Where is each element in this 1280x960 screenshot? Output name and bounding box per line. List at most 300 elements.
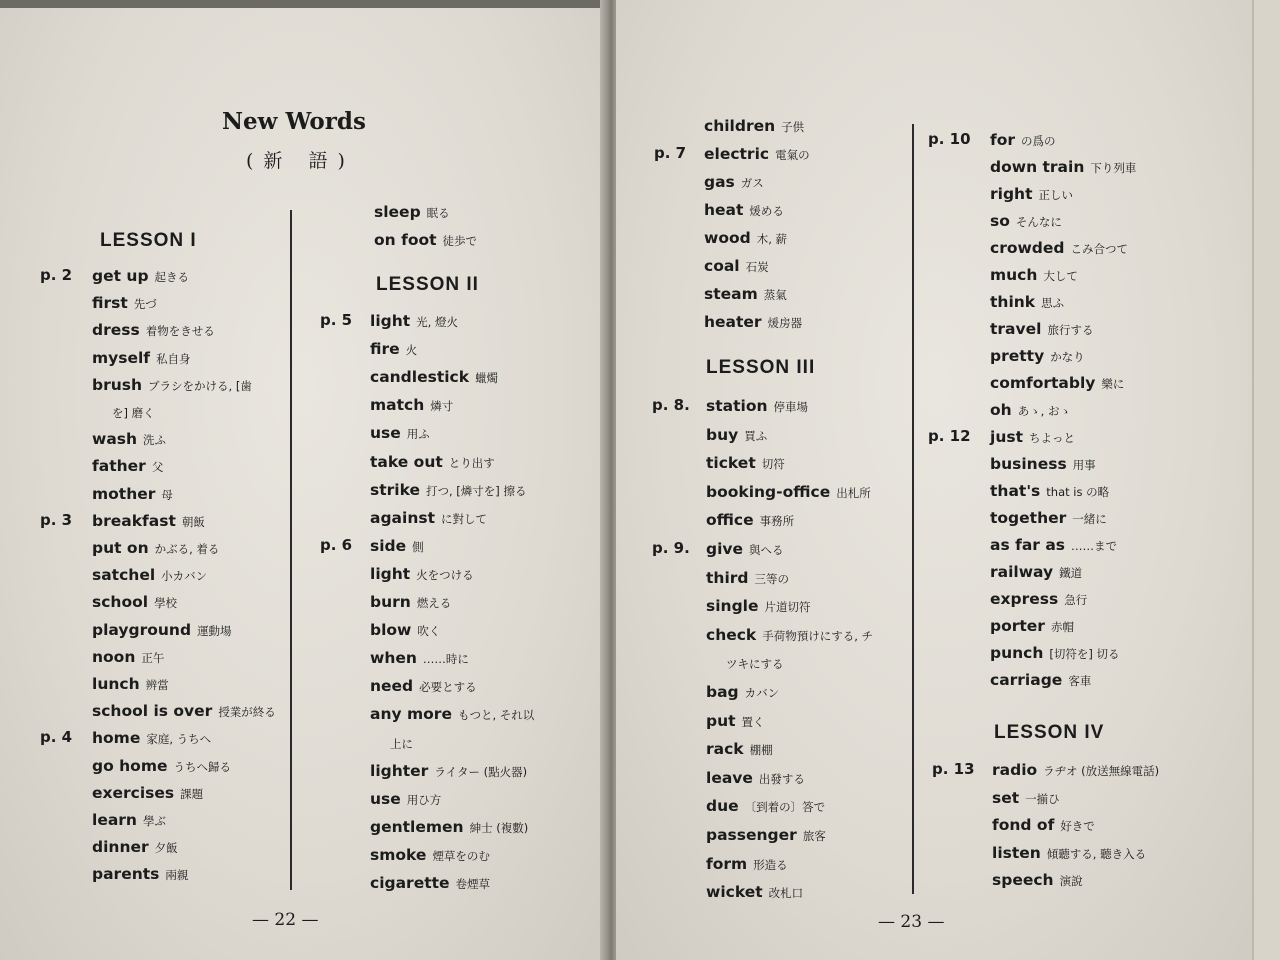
word-entry <box>704 116 804 135</box>
word-entry <box>990 643 1120 662</box>
english-word: office <box>706 511 754 530</box>
english-word: due <box>706 797 739 816</box>
word-entry <box>92 320 215 339</box>
word-entry <box>370 733 413 752</box>
japanese-gloss: 燃える <box>416 596 452 610</box>
japanese-gloss: 蒸氣 <box>763 288 787 302</box>
english-word: satchel <box>92 566 156 585</box>
word-entry <box>990 211 1062 230</box>
word-entry <box>92 728 211 747</box>
word-entry <box>706 882 803 901</box>
word-entry <box>370 592 451 611</box>
japanese-gloss: 旅客 <box>802 829 826 843</box>
word-entry <box>990 346 1085 365</box>
word-entry <box>706 739 773 758</box>
japanese-gloss: 演說 <box>1059 874 1083 888</box>
english-word: check <box>706 625 757 644</box>
japanese-gloss: 切符 <box>761 457 785 472</box>
word-entry <box>92 674 169 693</box>
word-entry <box>92 348 191 367</box>
page-number: — 23 — <box>878 912 945 932</box>
page-ref: p. 3 <box>40 510 73 529</box>
lesson-heading: LESSON III <box>706 357 816 378</box>
japanese-gloss: 赤帽 <box>1050 620 1074 634</box>
japanese-gloss: 煙草をのむ <box>432 848 490 863</box>
english-word: light <box>370 312 411 330</box>
japanese-gloss: うちへ歸る <box>173 759 231 774</box>
english-word: gentlemen <box>370 817 464 836</box>
english-word: down train <box>990 158 1085 176</box>
word-entry <box>92 701 276 720</box>
page-title: New Words <box>222 108 366 135</box>
english-word: home <box>92 729 141 748</box>
word-entry <box>990 508 1107 527</box>
japanese-gloss: 家庭, うちへ <box>146 732 212 747</box>
top-shadow <box>0 0 604 8</box>
english-word: radio <box>992 761 1038 779</box>
japanese-gloss: 父 <box>151 460 164 475</box>
word-entry <box>992 788 1060 807</box>
english-word: sleep <box>374 203 421 221</box>
word-entry <box>990 157 1136 176</box>
japanese-gloss: 學ぶ <box>142 814 166 828</box>
left-page <box>0 0 604 960</box>
word-entry <box>92 456 163 475</box>
japanese-gloss: 思ふ <box>1041 296 1065 310</box>
english-word: candlestick <box>370 368 470 387</box>
japanese-gloss: かぶる, 着る <box>154 542 220 556</box>
column-divider <box>912 124 914 894</box>
japanese-gloss: カバン <box>744 686 780 700</box>
english-word: school is over <box>92 702 213 721</box>
japanese-gloss: ちよっと <box>1028 431 1075 445</box>
japanese-gloss: 大して <box>1043 269 1078 283</box>
word-entry <box>370 620 440 639</box>
page-ref: p. 13 <box>932 760 975 778</box>
word-entry <box>92 756 231 775</box>
english-word: together <box>990 509 1067 527</box>
english-word: business <box>990 455 1067 473</box>
english-word: take out <box>370 452 443 471</box>
japanese-gloss: 小カバン <box>161 569 208 584</box>
japanese-gloss: の爲の <box>1021 134 1056 148</box>
japanese-gloss: 兩親 <box>165 868 189 883</box>
japanese-gloss: 運動場 <box>197 623 232 638</box>
word-entry <box>370 508 487 527</box>
english-word: exercises <box>92 783 175 802</box>
english-word: punch <box>990 644 1044 662</box>
english-word: use <box>370 789 401 808</box>
japanese-gloss: 旅行する <box>1047 323 1094 337</box>
word-entry <box>370 564 474 583</box>
word-entry <box>992 843 1146 862</box>
page-ref: p. 9. <box>652 539 690 557</box>
word-entry <box>706 596 811 615</box>
word-entry <box>92 266 189 285</box>
english-word: railway <box>990 563 1054 581</box>
japanese-gloss: 片道切符 <box>764 600 811 615</box>
english-word: go home <box>92 756 168 775</box>
english-word: heat <box>704 201 744 219</box>
word-entry <box>370 676 477 695</box>
word-entry <box>992 870 1083 889</box>
japanese-gloss: 子供 <box>781 120 805 134</box>
word-entry <box>990 535 1117 554</box>
word-entry <box>990 130 1056 149</box>
japanese-gloss: 手荷物預けにする, チ <box>762 628 874 643</box>
english-word: set <box>992 788 1020 807</box>
word-entry <box>92 837 178 856</box>
english-word: electric <box>704 145 770 163</box>
english-word: light <box>370 564 411 583</box>
english-word: burn <box>370 593 411 611</box>
word-entry <box>990 481 1109 500</box>
word-entry <box>706 568 789 587</box>
word-entry <box>370 761 527 780</box>
word-entry <box>92 620 232 639</box>
word-entry <box>706 653 784 672</box>
japanese-gloss: 火 <box>405 343 418 358</box>
word-entry <box>704 144 810 163</box>
word-entry <box>92 864 188 883</box>
word-entry <box>374 202 450 221</box>
english-word: dress <box>92 321 140 340</box>
page-ref: p. 7 <box>654 144 687 162</box>
word-entry <box>704 172 764 191</box>
page-ref: p. 5 <box>320 311 353 329</box>
japanese-gloss: 辨當 <box>145 678 169 692</box>
english-word: against <box>370 508 435 527</box>
english-word: as far as <box>990 536 1066 554</box>
japanese-gloss: 一揃ひ <box>1025 791 1060 806</box>
word-entry <box>990 184 1073 203</box>
word-entry <box>704 256 769 275</box>
english-word: side <box>370 536 407 555</box>
english-word: put on <box>92 539 149 557</box>
japanese-gloss: 停車場 <box>773 400 809 414</box>
word-entry <box>370 704 534 723</box>
english-word: strike <box>370 480 420 499</box>
japanese-gloss: 改札口 <box>768 886 804 901</box>
english-word: crowded <box>990 239 1065 257</box>
word-entry <box>706 539 784 558</box>
japanese-gloss: 〔到着の〕答で <box>744 800 826 815</box>
japanese-gloss: 正しい <box>1038 188 1073 202</box>
word-entry <box>370 423 430 442</box>
page-ref: p. 4 <box>40 728 73 747</box>
english-word: brush <box>92 375 143 394</box>
japanese-gloss: that is の略 <box>1046 485 1110 499</box>
english-word: speech <box>992 871 1054 889</box>
word-entry <box>706 796 825 815</box>
japanese-gloss: 事務所 <box>759 514 795 529</box>
word-entry <box>990 238 1128 257</box>
english-word: match <box>370 396 425 415</box>
word-entry <box>92 293 157 312</box>
english-word: pretty <box>990 347 1045 365</box>
english-word: booking-office <box>706 482 831 501</box>
japanese-gloss: 鐵道 <box>1059 566 1083 580</box>
english-word: first <box>92 294 128 313</box>
word-entry <box>370 817 528 836</box>
english-word: much <box>990 266 1038 284</box>
word-entry <box>990 265 1078 284</box>
english-word: buy <box>706 425 739 444</box>
lesson-heading: LESSON I <box>100 230 197 251</box>
english-word: learn <box>92 811 137 829</box>
word-entry <box>92 565 207 584</box>
english-word: steam <box>704 285 758 303</box>
japanese-gloss: とり出す <box>448 455 495 470</box>
word-entry <box>990 373 1124 392</box>
page-subtitle: (新 語) <box>246 150 355 172</box>
english-word: porter <box>990 617 1045 635</box>
word-entry <box>370 789 441 808</box>
word-entry <box>706 396 808 415</box>
japanese-gloss: 置く <box>741 714 765 729</box>
word-entry <box>706 425 767 444</box>
english-word: dinner <box>92 838 149 857</box>
japanese-gloss: 出發する <box>758 771 805 786</box>
word-entry <box>706 711 765 730</box>
column-divider <box>290 210 292 890</box>
japanese-gloss: ……時に <box>422 652 469 667</box>
japanese-gloss: 好きで <box>1060 819 1095 833</box>
japanese-gloss: 側 <box>412 539 424 554</box>
english-word: cigarette <box>370 874 450 892</box>
japanese-gloss: 一緒に <box>1072 512 1107 526</box>
english-word: coal <box>704 257 740 275</box>
japanese-gloss: 石炭 <box>745 260 769 274</box>
word-entry <box>370 395 453 414</box>
japanese-gloss: かなり <box>1050 350 1085 364</box>
japanese-gloss: 三等の <box>754 571 789 586</box>
word-entry <box>990 670 1091 689</box>
word-entry <box>370 536 424 555</box>
japanese-gloss: 正午 <box>141 650 165 665</box>
japanese-gloss: 用ふ <box>406 427 430 442</box>
english-word: travel <box>990 320 1042 338</box>
japanese-gloss: 學校 <box>154 596 178 611</box>
japanese-gloss: を] 磨く <box>112 406 155 420</box>
word-entry <box>92 647 164 666</box>
english-word: smoke <box>370 845 427 864</box>
japanese-gloss: 上に <box>390 736 413 751</box>
english-word: rack <box>706 740 744 759</box>
japanese-gloss: 用ひ方 <box>406 792 442 807</box>
japanese-gloss: 棚棚 <box>749 743 773 758</box>
word-entry <box>370 873 490 892</box>
japanese-gloss: ブラシをかける, [歯 <box>148 378 252 393</box>
word-entry <box>706 825 826 844</box>
word-entry <box>370 367 498 386</box>
english-word: myself <box>92 348 151 367</box>
english-word: gas <box>704 173 735 191</box>
english-word: breakfast <box>92 511 176 530</box>
japanese-gloss: 煖房器 <box>767 316 803 330</box>
japanese-gloss: こみ合つて <box>1070 242 1129 256</box>
english-word: on foot <box>374 230 437 249</box>
japanese-gloss: 火をつける <box>416 567 474 582</box>
word-entry <box>374 230 477 249</box>
word-entry <box>704 284 787 303</box>
japanese-gloss: あゝ, おゝ <box>1017 404 1071 418</box>
english-word: ticket <box>706 454 756 473</box>
japanese-gloss: そんなに <box>1015 215 1062 229</box>
english-word: fond of <box>992 816 1055 834</box>
page-ref: p. 10 <box>928 130 971 148</box>
japanese-gloss: もつと, それ以 <box>457 708 535 723</box>
japanese-gloss: ……まで <box>1071 539 1118 553</box>
page-number: — 22 — <box>252 910 319 930</box>
japanese-gloss: 授業が終る <box>218 705 276 720</box>
japanese-gloss: 光, 燈火 <box>416 315 458 329</box>
english-word: parents <box>92 865 160 884</box>
english-word: wood <box>704 229 751 247</box>
english-word: playground <box>92 620 192 639</box>
english-word: lunch <box>92 675 140 693</box>
word-entry <box>990 454 1096 473</box>
japanese-gloss: 必要とする <box>419 680 477 695</box>
english-word: put <box>706 711 736 730</box>
english-word: that's <box>990 482 1041 500</box>
japanese-gloss: 蠟燭 <box>475 371 499 386</box>
word-entry <box>706 482 871 501</box>
word-entry <box>990 427 1075 446</box>
word-entry <box>92 402 155 421</box>
page-ref: p. 2 <box>40 266 73 284</box>
word-entry <box>92 810 166 829</box>
japanese-gloss: 紳士 (複數) <box>469 820 529 835</box>
right-page <box>616 0 1256 960</box>
english-word: school <box>92 593 149 612</box>
word-entry <box>370 845 490 864</box>
english-word: when <box>370 649 417 668</box>
english-word: give <box>706 540 744 558</box>
english-word: single <box>706 597 759 616</box>
english-word: use <box>370 424 401 443</box>
word-entry <box>990 589 1087 608</box>
english-word: children <box>704 117 776 135</box>
japanese-gloss: 吹く <box>417 624 441 639</box>
word-entry <box>92 592 177 611</box>
word-entry <box>92 429 166 448</box>
english-word: form <box>706 854 748 873</box>
word-entry <box>706 854 788 873</box>
english-word: right <box>990 185 1033 203</box>
english-word: for <box>990 131 1016 149</box>
japanese-gloss: 客車 <box>1068 674 1092 688</box>
english-word: station <box>706 397 768 415</box>
english-word: heater <box>704 313 762 331</box>
japanese-gloss: [切符を] 切る <box>1049 647 1120 661</box>
english-word: any more <box>370 705 452 724</box>
word-entry <box>370 480 526 499</box>
lesson-heading: LESSON II <box>376 274 479 295</box>
japanese-gloss: 着物をきせる <box>145 324 215 339</box>
japanese-gloss: 電氣の <box>775 148 810 162</box>
japanese-gloss: 徒歩で <box>442 233 478 248</box>
page-ref: p. 6 <box>320 535 353 554</box>
english-word: comfortably <box>990 374 1096 392</box>
japanese-gloss: ラヂオ (放送無線電話) <box>1043 764 1160 778</box>
english-word: lighter <box>370 761 429 780</box>
word-entry <box>370 648 469 667</box>
page-ref: p. 8. <box>652 396 690 414</box>
japanese-gloss: 燐寸 <box>430 399 454 414</box>
japanese-gloss: 用事 <box>1072 458 1096 472</box>
english-word: carriage <box>990 671 1063 689</box>
japanese-gloss: 卷煙草 <box>455 877 491 891</box>
japanese-gloss: 與へる <box>749 543 784 557</box>
english-word: just <box>990 428 1023 446</box>
japanese-gloss: ガス <box>740 176 764 190</box>
japanese-gloss: 煖める <box>749 204 784 218</box>
english-word: need <box>370 677 414 696</box>
japanese-gloss: 形造る <box>753 857 788 872</box>
word-entry <box>92 538 219 557</box>
english-word: wicket <box>706 883 763 902</box>
lesson-heading: LESSON IV <box>994 722 1105 743</box>
japanese-gloss: ツキにする <box>726 657 784 672</box>
japanese-gloss: 木, 薪 <box>756 232 788 246</box>
english-word: leave <box>706 768 753 787</box>
english-word: listen <box>992 843 1041 862</box>
page-ref: p. 12 <box>928 427 971 445</box>
japanese-gloss: 母 <box>161 487 173 502</box>
english-word: third <box>706 568 749 587</box>
japanese-gloss: 傾聽する, 聽き入る <box>1046 846 1147 861</box>
word-entry <box>92 375 252 394</box>
word-entry <box>706 682 779 701</box>
japanese-gloss: 樂に <box>1101 377 1125 391</box>
word-entry <box>990 562 1082 581</box>
word-entry <box>92 783 203 802</box>
japanese-gloss: 買ふ <box>744 428 768 443</box>
japanese-gloss: ライター (點火器) <box>434 764 528 779</box>
word-entry <box>370 311 458 330</box>
japanese-gloss: 私自身 <box>156 351 191 366</box>
word-entry <box>706 625 873 644</box>
word-entry <box>370 452 495 471</box>
english-word: noon <box>92 647 136 666</box>
japanese-gloss: 先づ <box>133 297 157 312</box>
page-edge <box>1252 0 1280 960</box>
word-entry <box>370 339 417 358</box>
japanese-gloss: 出札所 <box>836 485 871 500</box>
word-entry <box>990 292 1064 311</box>
english-word: passenger <box>706 826 797 844</box>
japanese-gloss: に對して <box>441 511 487 526</box>
english-word: get up <box>92 267 149 285</box>
english-word: so <box>990 212 1010 230</box>
word-entry <box>92 484 173 503</box>
japanese-gloss: 眠る <box>426 206 450 220</box>
english-word: wash <box>92 430 138 449</box>
japanese-gloss: 起きる <box>154 270 190 284</box>
japanese-gloss: 急行 <box>1064 593 1088 607</box>
japanese-gloss: 夕飯 <box>154 841 178 856</box>
japanese-gloss: 打つ, [燐寸を] 擦る <box>426 483 527 498</box>
word-entry <box>992 760 1159 779</box>
english-word: fire <box>370 340 400 359</box>
word-entry <box>92 511 205 530</box>
english-word: blow <box>370 621 412 640</box>
japanese-gloss: 洗ふ <box>143 433 167 448</box>
word-entry <box>706 510 794 529</box>
english-word: oh <box>990 401 1012 419</box>
japanese-gloss: 下り列車 <box>1090 161 1137 175</box>
